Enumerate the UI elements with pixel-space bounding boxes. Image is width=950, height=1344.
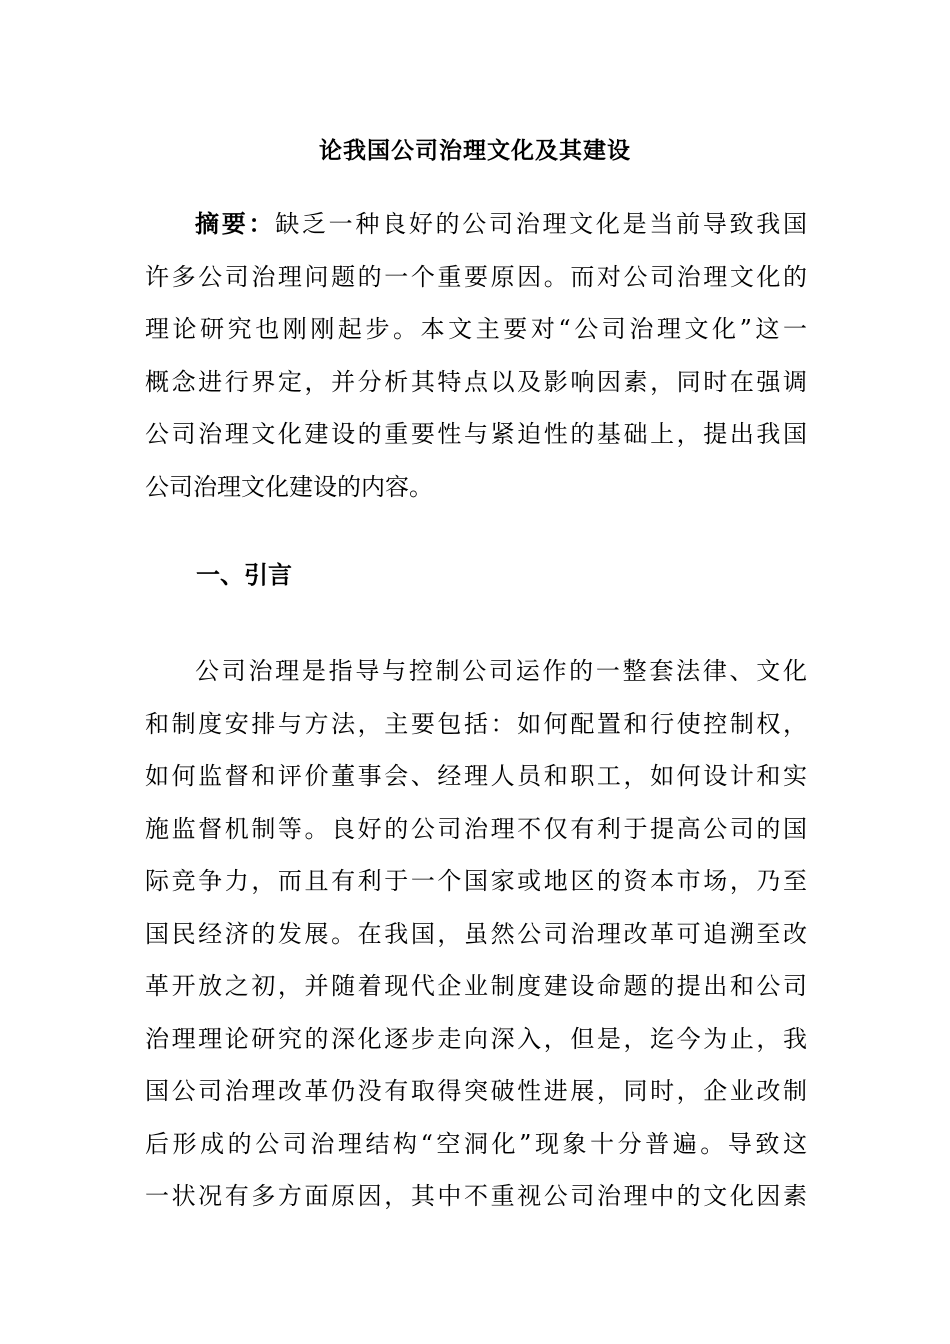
abstract-line bbox=[145, 198, 807, 251]
body-line: 国公司治理改革仍没有取得突破性进展，同时，企业改制 bbox=[145, 1077, 807, 1105]
abstract-line: 许多公司治理问题的一个重要原因。而对公司治理文化的 bbox=[145, 262, 807, 291]
body-line: 国民经济的发展。在我国，虽然公司治理改革可追溯至改 bbox=[145, 919, 807, 948]
body-line: 施监督机制等。良好的公司治理不仅有利于提高公司的国 bbox=[145, 814, 807, 843]
abstract-paragraph bbox=[145, 198, 807, 513]
body-line: 如何监督和评价董事会、经理人员和职工，如何设计和实 bbox=[145, 762, 807, 790]
body-line: 公司治理是指导与控制公司运作的一整套法律、文化 bbox=[195, 657, 807, 685]
body-line: 治理理论研究的深化逐步走向深入，但是，迄今为止，我 bbox=[145, 1024, 807, 1053]
body-line: 际竞争力，而且有利于一个国家或地区的资本市场，乃至 bbox=[145, 867, 807, 895]
abstract-line: 公司治理文化建设的重要性与紧迫性的基础上，提出我国 bbox=[145, 420, 807, 448]
body-line: 和制度安排与方法，主要包括：如何配置和行使控制权， bbox=[145, 709, 807, 738]
section-heading: 一、引言 bbox=[196, 560, 292, 589]
body-line: 革开放之初，并随着现代企业制度建设命题的提出和公司 bbox=[145, 972, 807, 1000]
document-title: 论我国公司治理文化及其建设 bbox=[319, 137, 631, 164]
body-paragraph bbox=[145, 645, 807, 1223]
body-line: 一状况有多方面原因，其中不重视公司治理中的文化因素 bbox=[145, 1182, 807, 1210]
abstract-line: 概念进行界定，并分析其特点以及影响因素，同时在强调 bbox=[145, 367, 807, 396]
abstract-line: 公司治理文化建设的内容。 bbox=[145, 472, 433, 501]
body-line: 后形成的公司治理结构“空洞化”现象十分普遍。导致这 bbox=[145, 1129, 807, 1158]
abstract-line: 理论研究也刚刚起步。本文主要对“公司治理文化”这一 bbox=[145, 315, 807, 343]
abstract-label: 摘要： bbox=[195, 209, 276, 238]
abstract-line-text: 缺乏一种良好的公司治理文化是当前导致我国 bbox=[275, 210, 808, 238]
